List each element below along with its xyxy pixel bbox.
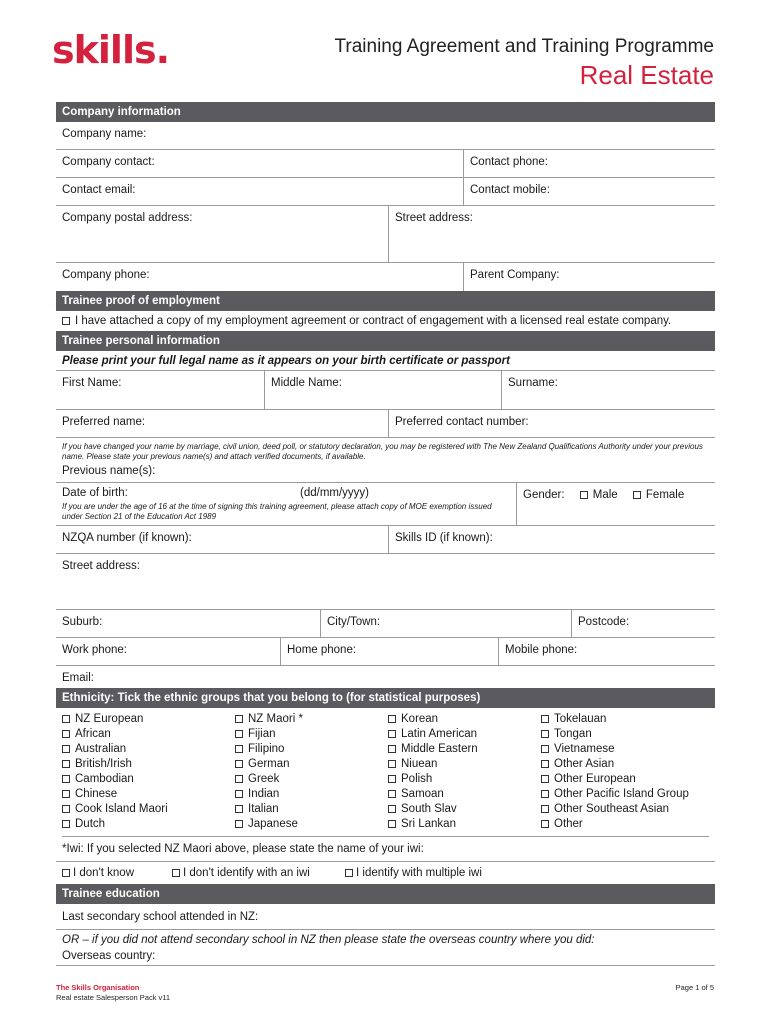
ethnicity-label: Filipino bbox=[248, 743, 285, 755]
nzqa-number-label: NZQA number (if known): bbox=[62, 532, 192, 544]
street-address-field[interactable] bbox=[56, 554, 715, 609]
ethnicity-label: Other Asian bbox=[554, 758, 615, 770]
company-phone-label: Company phone: bbox=[62, 269, 150, 281]
previous-names-field[interactable] bbox=[56, 465, 715, 483]
ethnicity-checkbox[interactable] bbox=[541, 790, 549, 798]
overseas-country-field[interactable] bbox=[56, 950, 715, 966]
iwi-checkbox[interactable] bbox=[172, 869, 180, 877]
ethnicity-checkbox[interactable] bbox=[541, 715, 549, 723]
ethnicity-option[interactable] bbox=[541, 742, 709, 757]
ethnicity-checkbox[interactable] bbox=[235, 805, 243, 813]
parent-company-field[interactable] bbox=[463, 263, 715, 291]
ethnicity-option[interactable] bbox=[388, 772, 541, 787]
ethnicity-grid bbox=[56, 708, 715, 836]
male-checkbox[interactable] bbox=[580, 491, 588, 499]
first-name-field[interactable] bbox=[56, 371, 264, 409]
ethnicity-option[interactable] bbox=[541, 772, 709, 787]
ethnicity-option[interactable] bbox=[541, 712, 709, 727]
footer-page-number: Page 1 of 5 bbox=[675, 983, 714, 992]
ethnicity-label: Cambodian bbox=[75, 773, 134, 785]
ethnicity-option[interactable] bbox=[62, 817, 235, 832]
section-heading: Trainee personal information bbox=[62, 335, 220, 347]
ethnicity-column bbox=[235, 712, 388, 836]
preferred-contact-label: Preferred contact number: bbox=[395, 416, 529, 428]
gender-field bbox=[516, 483, 715, 525]
row-street-address bbox=[56, 554, 715, 610]
ethnicity-checkbox[interactable] bbox=[388, 805, 396, 813]
contact-email-field[interactable] bbox=[56, 178, 463, 205]
gender-female-option[interactable] bbox=[633, 489, 684, 501]
ethnicity-checkbox[interactable] bbox=[541, 775, 549, 783]
ethnicity-label: Fijian bbox=[248, 728, 276, 740]
ethnicity-option[interactable] bbox=[388, 787, 541, 802]
home-phone-field[interactable] bbox=[280, 638, 498, 665]
home-phone-label: Home phone: bbox=[287, 644, 357, 656]
ethnicity-checkbox[interactable] bbox=[62, 745, 70, 753]
ethnicity-option[interactable] bbox=[388, 802, 541, 817]
company-name-field[interactable] bbox=[56, 122, 715, 149]
ethnicity-option[interactable] bbox=[388, 817, 541, 832]
ethnicity-column bbox=[541, 712, 709, 836]
ethnicity-checkbox[interactable] bbox=[235, 790, 243, 798]
female-checkbox[interactable] bbox=[633, 491, 641, 499]
company-postal-address-field[interactable] bbox=[56, 206, 388, 262]
company-name-label: Company name: bbox=[62, 128, 147, 140]
iwi-checkbox[interactable] bbox=[62, 869, 70, 877]
ethnicity-label: Greek bbox=[248, 773, 280, 785]
contact-phone-field[interactable] bbox=[463, 150, 715, 177]
company-contact-label: Company contact: bbox=[62, 156, 155, 168]
work-phone-field[interactable] bbox=[56, 638, 280, 665]
ethnicity-checkbox[interactable] bbox=[62, 730, 70, 738]
company-phone-field[interactable] bbox=[56, 263, 463, 291]
iwi-option[interactable] bbox=[172, 867, 345, 879]
ethnicity-option[interactable] bbox=[62, 727, 235, 742]
proof-checkbox[interactable] bbox=[62, 317, 70, 325]
iwi-prompt-text: *Iwi: If you selected NZ Maori above, please state the name of your iwi: bbox=[62, 843, 424, 855]
first-name-label: First Name: bbox=[62, 377, 122, 389]
ethnicity-checkbox[interactable] bbox=[541, 805, 549, 813]
row-email bbox=[56, 666, 715, 688]
skills-id-field[interactable] bbox=[388, 526, 715, 553]
ethnicity-checkbox[interactable] bbox=[388, 820, 396, 828]
row-proof-statement bbox=[56, 311, 715, 331]
ethnicity-checkbox[interactable] bbox=[541, 820, 549, 828]
ethnicity-checkbox[interactable] bbox=[235, 775, 243, 783]
ethnicity-option[interactable] bbox=[235, 802, 388, 817]
company-postal-address-label: Company postal address: bbox=[62, 212, 193, 224]
ethnicity-label: Other European bbox=[554, 773, 636, 785]
ethnicity-label: Tokelauan bbox=[554, 713, 607, 725]
ethnicity-option[interactable] bbox=[235, 817, 388, 832]
dob-label: Date of birth: bbox=[62, 487, 128, 499]
iwi-option[interactable] bbox=[62, 867, 172, 879]
ethnicity-option[interactable] bbox=[62, 712, 235, 727]
dob-format: (dd/mm/yyyy) bbox=[300, 487, 369, 499]
row-company-phone bbox=[56, 263, 715, 291]
city-field[interactable] bbox=[320, 610, 571, 637]
ethnicity-column bbox=[62, 712, 235, 836]
overseas-country-label: Overseas country: bbox=[62, 950, 156, 962]
ethnicity-label: Sri Lankan bbox=[401, 818, 456, 830]
ethnicity-option[interactable] bbox=[235, 772, 388, 787]
ethnicity-label: NZ European bbox=[75, 713, 144, 725]
ethnicity-option[interactable] bbox=[235, 712, 388, 727]
mobile-phone-field[interactable] bbox=[498, 638, 715, 665]
preferred-name-label: Preferred name: bbox=[62, 416, 146, 428]
section-heading: Trainee proof of employment bbox=[62, 295, 220, 307]
row-name-instruction bbox=[56, 351, 715, 371]
ethnicity-checkbox[interactable] bbox=[235, 745, 243, 753]
ethnicity-option[interactable] bbox=[388, 712, 541, 727]
ethnicity-checkbox[interactable] bbox=[235, 730, 243, 738]
name-instruction: Please print your full legal name as it appears on your birth certificate or passport bbox=[62, 354, 510, 367]
preferred-contact-field[interactable] bbox=[388, 410, 715, 437]
iwi-option-label: I don't identify with an iwi bbox=[183, 867, 310, 879]
section-heading: Company information bbox=[62, 106, 181, 118]
iwi-options bbox=[56, 862, 715, 884]
city-label: City/Town: bbox=[327, 616, 381, 628]
proof-statement: I have attached a copy of my employment agreement or contract of engagement with a licensed real estate company. bbox=[75, 315, 672, 327]
email-field[interactable] bbox=[56, 666, 715, 688]
gender-label: Gender: bbox=[523, 489, 565, 501]
ethnicity-checkbox[interactable] bbox=[388, 715, 396, 723]
work-phone-label: Work phone: bbox=[62, 644, 127, 656]
ethnicity-option[interactable] bbox=[388, 757, 541, 772]
contact-phone-label: Contact phone: bbox=[470, 156, 549, 168]
surname-field[interactable] bbox=[501, 371, 715, 409]
ethnicity-label: Indian bbox=[248, 788, 280, 800]
middle-name-label: Middle Name: bbox=[271, 377, 342, 389]
row-company-address bbox=[56, 206, 715, 263]
male-label: Male bbox=[592, 489, 618, 501]
ethnicity-checkbox[interactable] bbox=[388, 775, 396, 783]
ethnicity-label: Italian bbox=[248, 803, 279, 815]
ethnicity-label: Other Southeast Asian bbox=[554, 803, 670, 815]
ethnicity-option[interactable] bbox=[62, 757, 235, 772]
mobile-phone-label: Mobile phone: bbox=[505, 644, 578, 656]
last-school-field[interactable] bbox=[56, 904, 715, 930]
ethnicity-label: Cook Island Maori bbox=[75, 803, 168, 815]
postcode-field[interactable] bbox=[571, 610, 715, 637]
ethnicity-label: Niuean bbox=[401, 758, 438, 770]
row-company-contact bbox=[56, 150, 715, 178]
ethnicity-option[interactable] bbox=[62, 802, 235, 817]
ethnicity-checkbox[interactable] bbox=[235, 715, 243, 723]
overseas-instruction-text: OR – if you did not attend secondary school in NZ then please state the overseas country where you did: bbox=[62, 934, 595, 946]
ethnicity-checkbox[interactable] bbox=[235, 820, 243, 828]
iwi-prompt bbox=[56, 837, 715, 861]
preferred-name-field[interactable] bbox=[56, 410, 388, 437]
section-education bbox=[56, 884, 715, 904]
row-suburb bbox=[56, 610, 715, 638]
ethnicity-option[interactable] bbox=[388, 727, 541, 742]
ethnicity-checkbox[interactable] bbox=[541, 730, 549, 738]
nzqa-number-field[interactable] bbox=[56, 526, 388, 553]
ethnicity-label: Latin American bbox=[401, 728, 478, 740]
ethnicity-label: South Slav bbox=[401, 803, 457, 815]
ethnicity-checkbox[interactable] bbox=[62, 790, 70, 798]
ethnicity-checkbox[interactable] bbox=[388, 730, 396, 738]
ethnicity-label: African bbox=[75, 728, 111, 740]
training-form bbox=[56, 102, 715, 966]
section-proof-of-employment bbox=[56, 291, 715, 311]
ethnicity-checkbox[interactable] bbox=[388, 745, 396, 753]
surname-label: Surname: bbox=[508, 377, 558, 389]
ethnicity-label: Dutch bbox=[75, 818, 106, 830]
row-contact-email bbox=[56, 178, 715, 206]
ethnicity-label: Tongan bbox=[554, 728, 592, 740]
ethnicity-label: Middle Eastern bbox=[401, 743, 478, 755]
postcode-label: Postcode: bbox=[578, 616, 630, 628]
ethnicity-option[interactable] bbox=[541, 802, 709, 817]
ethnicity-checkbox[interactable] bbox=[541, 745, 549, 753]
ethnicity-option[interactable] bbox=[541, 817, 709, 832]
ethnicity-option[interactable] bbox=[235, 757, 388, 772]
age-note: If you are under the age of 16 at the time of signing this training agreement, please attach copy of MOE exemption issued under Section 21 of the Education Act 1989 bbox=[62, 502, 492, 521]
street-address-label: Street address: bbox=[62, 560, 140, 572]
section-heading: Ethnicity: Tick the ethnic groups that you belong to (for statistical purposes) bbox=[62, 692, 481, 704]
ethnicity-label: NZ Maori * bbox=[248, 713, 303, 725]
gender-male-option[interactable] bbox=[580, 489, 618, 501]
ethnicity-checkbox[interactable] bbox=[62, 775, 70, 783]
row-names bbox=[56, 371, 715, 410]
ethnicity-column bbox=[388, 712, 541, 836]
ethnicity-option[interactable] bbox=[235, 742, 388, 757]
iwi-option-label: I identify with multiple iwi bbox=[356, 867, 482, 879]
footer-pack-version: Real estate Salesperson Pack v11 bbox=[56, 993, 171, 1002]
ethnicity-option[interactable] bbox=[235, 787, 388, 802]
suburb-label: Suburb: bbox=[62, 616, 103, 628]
company-street-address-label: Street address: bbox=[395, 212, 473, 224]
ethnicity-option[interactable] bbox=[541, 727, 709, 742]
ethnicity-checkbox[interactable] bbox=[62, 760, 70, 768]
ethnicity-checkbox[interactable] bbox=[388, 760, 396, 768]
ethnicity-label: Other bbox=[554, 818, 583, 830]
contact-mobile-label: Contact mobile: bbox=[470, 184, 550, 196]
previous-names-label: Previous name(s): bbox=[62, 465, 156, 477]
ethnicity-checkbox[interactable] bbox=[62, 715, 70, 723]
company-contact-field[interactable] bbox=[56, 150, 463, 177]
ethnicity-checkbox[interactable] bbox=[62, 820, 70, 828]
suburb-field[interactable] bbox=[56, 610, 320, 637]
row-dob-gender bbox=[56, 483, 715, 526]
ethnicity-checkbox[interactable] bbox=[541, 760, 549, 768]
section-personal-information bbox=[56, 331, 715, 351]
iwi-checkbox[interactable] bbox=[345, 869, 353, 877]
last-school-label: Last secondary school attended in NZ: bbox=[62, 910, 259, 923]
ethnicity-label: Australian bbox=[75, 743, 127, 755]
ethnicity-label: Chinese bbox=[75, 788, 118, 800]
ethnicity-label: Samoan bbox=[401, 788, 444, 800]
overseas-instruction bbox=[56, 930, 715, 950]
name-change-note: If you have changed your name by marriage, civil union, deed poll, or statutory declaration, you may be registered with The New Zealand Qualifications Authority under your previous name. Please state your previous name(s) and attach verified documents, if available. bbox=[62, 442, 703, 461]
ethnicity-option[interactable] bbox=[62, 787, 235, 802]
ethnicity-label: Other Pacific Island Group bbox=[554, 788, 689, 800]
section-company-information bbox=[56, 102, 715, 122]
document-subtitle: Real Estate bbox=[579, 60, 714, 90]
ethnicity-checkbox[interactable] bbox=[62, 805, 70, 813]
ethnicity-option[interactable] bbox=[541, 787, 709, 802]
ethnicity-label: Polish bbox=[401, 773, 433, 785]
parent-company-label: Parent Company: bbox=[470, 269, 560, 281]
row-company-name bbox=[56, 122, 715, 150]
ethnicity-label: Vietnamese bbox=[554, 743, 615, 755]
row-preferred bbox=[56, 410, 715, 438]
ethnicity-option[interactable] bbox=[541, 757, 709, 772]
section-heading: Trainee education bbox=[62, 888, 160, 900]
ethnicity-label: Korean bbox=[401, 713, 439, 725]
middle-name-field[interactable] bbox=[264, 371, 501, 409]
iwi-option-label: I don't know bbox=[73, 867, 135, 879]
ethnicity-option[interactable] bbox=[62, 772, 235, 787]
skills-id-label: Skills ID (if known): bbox=[395, 532, 493, 544]
contact-mobile-field[interactable] bbox=[463, 178, 715, 205]
skills-logo: skills. bbox=[52, 28, 170, 72]
ethnicity-checkbox[interactable] bbox=[388, 790, 396, 798]
company-street-address-field[interactable] bbox=[388, 206, 715, 262]
email-label: Email: bbox=[62, 672, 94, 684]
iwi-option[interactable] bbox=[345, 867, 545, 879]
document-title: Training Agreement and Training Programme bbox=[334, 36, 714, 57]
row-ids bbox=[56, 526, 715, 554]
ethnicity-checkbox[interactable] bbox=[235, 760, 243, 768]
section-ethnicity bbox=[56, 688, 715, 708]
ethnicity-label: British/Irish bbox=[75, 758, 132, 770]
ethnicity-label: Japanese bbox=[248, 818, 298, 830]
ethnicity-label: German bbox=[248, 758, 290, 770]
ethnicity-option[interactable] bbox=[62, 742, 235, 757]
footer-organisation: The Skills Organisation bbox=[56, 983, 140, 992]
ethnicity-option[interactable] bbox=[235, 727, 388, 742]
ethnicity-option[interactable] bbox=[388, 742, 541, 757]
female-label: Female bbox=[645, 489, 685, 501]
contact-email-label: Contact email: bbox=[62, 184, 136, 196]
date-of-birth-field[interactable] bbox=[56, 483, 516, 525]
row-phones bbox=[56, 638, 715, 666]
